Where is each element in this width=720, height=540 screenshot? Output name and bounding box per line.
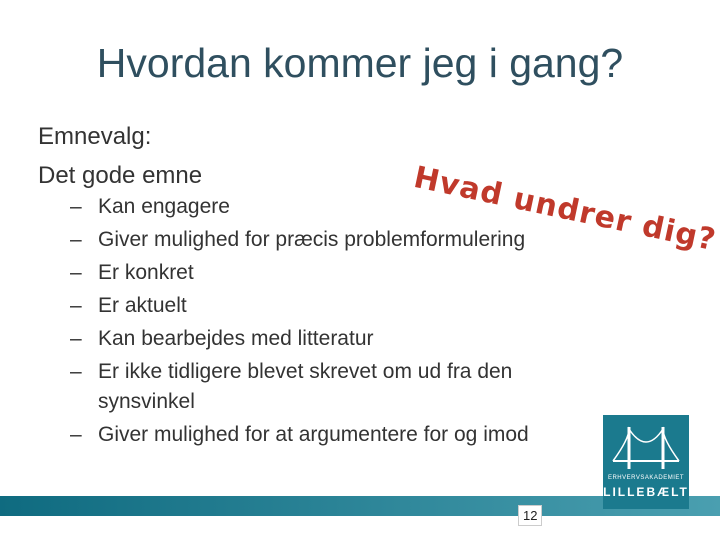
bullet-item [70, 420, 590, 450]
bullet-marker: – [70, 195, 82, 218]
callout-text: Hvad undrer dig? [410, 160, 720, 259]
logo [603, 415, 689, 509]
bullet-item [70, 324, 590, 354]
page-number: 12 [518, 505, 542, 526]
bullet-marker: – [70, 327, 82, 350]
bullet-marker: – [70, 294, 82, 317]
logo-line-academy: ERHVERVSAKADEMIET [607, 475, 685, 481]
bullet-text: Kan engagere [98, 195, 230, 218]
logo-line-lillebaelt: LILLEBÆLT [603, 485, 689, 499]
bullet-text: Giver mulighed for præcis problemformulering [98, 228, 526, 251]
bullet-marker: – [70, 228, 82, 251]
bullet-item [70, 357, 590, 417]
intro-line-topic-choice: Emnevalg: [38, 123, 152, 150]
bullet-text: Kan bearbejdes med litteratur [98, 327, 374, 350]
slide-title: Hvordan kommer jeg i gang? [96, 40, 624, 86]
bullet-marker: – [70, 261, 82, 284]
bullet-text: Er ikke tidligere blevet skrevet om ud fra den synsvinkel [98, 360, 513, 413]
bullet-item [70, 291, 590, 321]
intro-text [38, 117, 202, 195]
bullet-item [70, 192, 590, 222]
bullet-item [70, 258, 590, 288]
bullet-marker: – [70, 360, 82, 383]
slide-number: 12 [700, 473, 712, 484]
bullet-item [70, 225, 590, 255]
bullet-marker: – [70, 423, 82, 446]
bullet-text: Er aktuelt [98, 294, 187, 317]
intro-line-good-topic: Det gode emne [38, 162, 203, 189]
bullet-text: Giver mulighed for at argumentere for og imod [98, 423, 529, 446]
bullet-text: Er konkret [98, 261, 194, 284]
bridge-icon [609, 421, 683, 473]
bullet-list [70, 192, 590, 453]
